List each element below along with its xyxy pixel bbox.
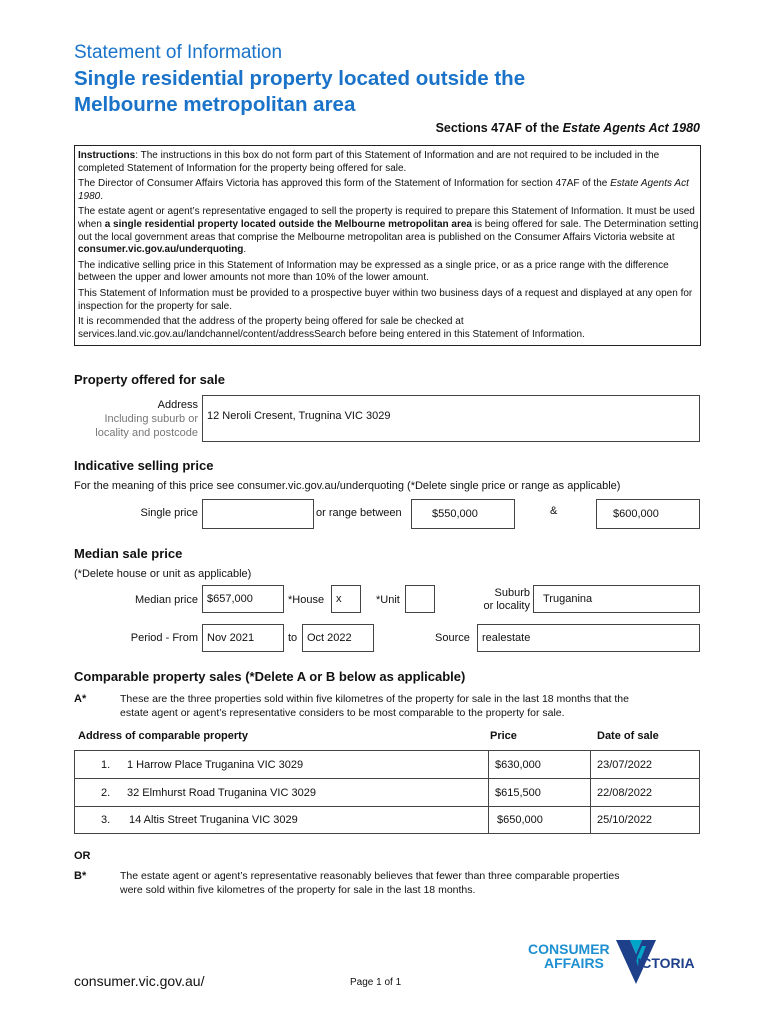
address-field[interactable]: 12 Neroli Cresent, Trugnina VIC 3029 bbox=[202, 395, 700, 442]
col-date-header: Date of sale bbox=[597, 730, 659, 742]
instructions-p1 bbox=[78, 150, 700, 175]
logo-affairs: AFFAIRS bbox=[544, 955, 604, 971]
instructions-p4: The indicative selling price in this Statement of Information may be expressed as a single price, or as a price range with the difference between the upper and lower amounts not more than 10% of the lower amount. bbox=[78, 259, 669, 284]
indicative-note: For the meaning of this price see consumer.vic.gov.au/underquoting (*Delete single price or range as applicable) bbox=[74, 480, 621, 492]
period-from-label: Period - From bbox=[130, 632, 198, 644]
suburb-label-2: or locality bbox=[483, 600, 530, 612]
row-address[interactable]: 1 Harrow Place Truganina VIC 3029 bbox=[127, 759, 304, 771]
suburb-label bbox=[470, 587, 530, 613]
eyebrow-title: Statement of Information bbox=[74, 42, 283, 63]
source-field[interactable]: realestate bbox=[477, 624, 700, 652]
row-date[interactable]: 23/07/2022 bbox=[597, 759, 653, 771]
row-divider bbox=[590, 807, 591, 833]
option-a-text bbox=[120, 692, 629, 720]
row-date[interactable]: 22/08/2022 bbox=[597, 787, 653, 799]
unit-checkbox[interactable] bbox=[405, 585, 435, 613]
single-price-field[interactable] bbox=[202, 499, 314, 529]
property-heading: Property offered for sale bbox=[74, 372, 225, 387]
sections-prefix: Sections 47AF of the bbox=[435, 121, 563, 135]
range-ampersand: & bbox=[550, 505, 558, 517]
address-label: Address bbox=[157, 399, 198, 411]
option-b-text bbox=[120, 869, 619, 897]
address-sublabel-2: locality and postcode bbox=[95, 427, 198, 439]
option-b-text-1: The estate agent or agent’s representative reasonably believes that fewer than three comparable properties bbox=[120, 870, 620, 882]
consumer-affairs-victoria-logo bbox=[528, 940, 708, 990]
period-to-label: to bbox=[288, 632, 298, 644]
option-a-text-1: These are the three properties sold within five kilometres of the property for sale in the last 18 months that the bbox=[120, 693, 629, 705]
row-price[interactable]: $630,000 bbox=[495, 759, 541, 771]
row-number: 1. bbox=[101, 759, 111, 771]
or-label: OR bbox=[74, 850, 91, 862]
footer-url[interactable]: consumer.vic.gov.au/ bbox=[74, 973, 205, 989]
row-number: 3. bbox=[101, 814, 111, 826]
period-from-field[interactable]: Nov 2021 bbox=[202, 624, 284, 652]
comparable-row bbox=[74, 750, 700, 779]
p2a: The Director of Consumer Affairs Victoria has approved this form of the Statement of Information for section 47AF of the bbox=[78, 178, 611, 190]
range-low-field[interactable]: $550,000 bbox=[411, 499, 515, 529]
comparable-row bbox=[74, 806, 700, 834]
address-sublabel-1: Including suburb or bbox=[104, 413, 198, 425]
median-price-label: Median price bbox=[135, 594, 198, 606]
p3a: The estate agent or agent’s representative engaged to sell the property is required to prepare this Statement of Information. It must be used when bbox=[78, 206, 695, 230]
underquoting-link[interactable]: consumer.vic.gov.au/underquoting bbox=[78, 244, 244, 256]
median-heading: Median sale price bbox=[74, 546, 183, 561]
comparable-heading: Comparable property sales (*Delete A or B below as applicable) bbox=[74, 669, 466, 684]
option-a-text-2: estate agent or agent’s representative considers to be most comparable to the property for sale. bbox=[120, 707, 565, 719]
instructions-p2 bbox=[78, 178, 700, 203]
unit-label: *Unit bbox=[376, 594, 400, 606]
logo-consumer: CONSUMER bbox=[528, 941, 610, 957]
single-price-label: Single price bbox=[140, 507, 198, 519]
p3b: a single residential property located outside the Melbourne metropolitan area bbox=[104, 218, 472, 230]
house-checkbox[interactable]: x bbox=[331, 585, 361, 613]
option-a-label: A* bbox=[74, 693, 87, 705]
instructions-p1-text: : The instructions in this box do not form part of this Statement of Information and are not required to be included in the completed Statement of Information for the property being offered for sale. bbox=[78, 150, 660, 174]
page-title bbox=[74, 66, 674, 118]
title-line-1: Single residential property located outside the bbox=[74, 67, 526, 90]
row-price[interactable]: $650,000 bbox=[497, 814, 543, 826]
p2b: Estate Agents Act 1980 bbox=[78, 178, 689, 202]
median-note: (*Delete house or unit as applicable) bbox=[74, 568, 252, 580]
row-divider bbox=[488, 779, 489, 806]
col-price-header: Price bbox=[490, 730, 517, 742]
row-address[interactable]: 14 Altis Street Truganina VIC 3029 bbox=[129, 814, 298, 826]
instructions-label: Instructions bbox=[78, 150, 136, 161]
row-divider bbox=[488, 807, 489, 833]
logo-victoria: VICTORIA bbox=[628, 955, 695, 971]
row-divider bbox=[590, 779, 591, 806]
source-label: Source bbox=[435, 632, 470, 644]
range-label: or range between bbox=[316, 507, 402, 519]
instructions-p3 bbox=[78, 206, 700, 256]
row-divider bbox=[488, 751, 489, 778]
period-to-field[interactable]: Oct 2022 bbox=[302, 624, 374, 652]
option-b-label: B* bbox=[74, 870, 87, 882]
median-price-field[interactable]: $657,000 bbox=[202, 585, 284, 613]
page-number: Page 1 of 1 bbox=[350, 977, 402, 988]
suburb-label-1: Suburb bbox=[494, 587, 530, 599]
suburb-field[interactable]: Truganina bbox=[533, 585, 700, 613]
title-line-2: Melbourne metropolitan area bbox=[74, 93, 356, 116]
house-label: *House bbox=[288, 594, 325, 606]
range-high-field[interactable]: $600,000 bbox=[596, 499, 700, 529]
instructions-p6: It is recommended that the address of the property being offered for sale be checked at services.land.vic.gov.au/landchannel/content/addressSearch before being entered in this Statement of Information. bbox=[78, 316, 585, 340]
instructions-p5: This Statement of Information must be provided to a prospective buyer within two business days of a request and displayed at any open for inspection for the property for sale. bbox=[78, 287, 693, 312]
option-b-text-2: were sold within five kilometres of the property for sale in the last 18 months. bbox=[120, 884, 476, 896]
comparable-row bbox=[74, 778, 700, 807]
row-date[interactable]: 25/10/2022 bbox=[597, 814, 653, 826]
row-address[interactable]: 32 Elmhurst Road Truganina VIC 3029 bbox=[127, 787, 316, 799]
p3c: is being offered for sale. The Determination setting out the local government areas that comprise the Melbourne metropolitan area is published on the Consumer Affairs Victoria website at bbox=[78, 218, 699, 243]
address-label-block bbox=[74, 398, 198, 440]
p3e: . bbox=[243, 244, 247, 256]
indicative-heading: Indicative selling price bbox=[74, 458, 214, 473]
p2c: . bbox=[100, 190, 104, 202]
sections-reference bbox=[436, 121, 700, 135]
col-address-header: Address of comparable property bbox=[78, 730, 248, 742]
instructions-box bbox=[74, 145, 701, 346]
sections-act: Estate Agents Act 1980 bbox=[562, 121, 700, 135]
row-number: 2. bbox=[101, 787, 111, 799]
row-price[interactable]: $615,500 bbox=[495, 787, 541, 799]
row-divider bbox=[590, 751, 591, 778]
